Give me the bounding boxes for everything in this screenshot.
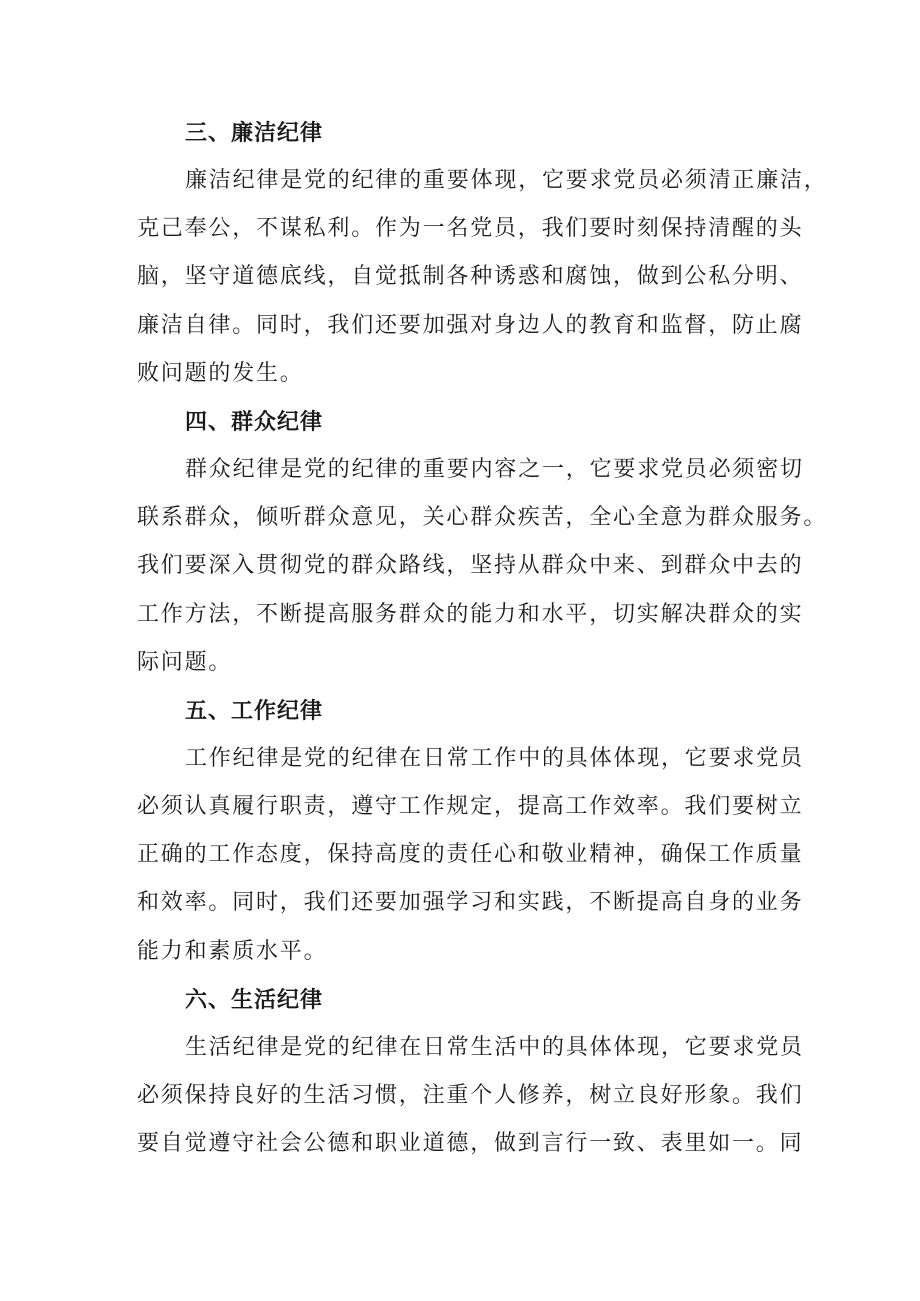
document-content	[137, 109, 828, 1168]
section-qunzhong	[137, 398, 828, 687]
paragraph-line: 工作方法，不断提高服务群众的能力和水平，切实解决群众的实	[137, 601, 804, 627]
section-shenghuo	[137, 976, 804, 1169]
paragraph-line: 工作纪律是党的纪律在日常工作中的具体体现，它要求党员	[185, 745, 804, 771]
section-lianjie	[137, 109, 828, 398]
section-heading: 四、群众纪律	[185, 408, 324, 435]
paragraph-line: 我们要深入贯彻党的群众路线，坚持从群众中来、到群众中去的	[137, 553, 804, 579]
paragraph-line: 际问题。	[137, 649, 233, 675]
paragraph-line: 脑，坚守道德底线，自觉抵制各种诱惑和腐蚀，做到公私分明、	[137, 264, 804, 290]
section-heading: 五、工作纪律	[185, 697, 324, 724]
paragraph-line: 败问题的发生。	[137, 360, 304, 386]
paragraph-line: 生活纪律是党的纪律在日常生活中的具体体现，它要求党员	[185, 1034, 804, 1060]
paragraph-line: 群众纪律是党的纪律的重要内容之一，它要求党员必须密切	[185, 456, 804, 482]
paragraph-line: 联系群众，倾听群众意见，关心群众疾苦，全心全意为群众服务。	[137, 505, 828, 531]
paragraph-line: 正确的工作态度，保持高度的责任心和敬业精神，确保工作质量	[137, 842, 804, 868]
paragraph-line: 廉洁纪律是党的纪律的重要体现，它要求党员必须清正廉洁，	[185, 168, 828, 193]
paragraph-line: 能力和素质水平。	[137, 938, 328, 964]
paragraph-line: 必须认真履行职责，遵守工作规定，提高工作效率。我们要树立	[137, 794, 804, 820]
section-body	[137, 446, 828, 687]
paragraph-line: 要自觉遵守社会公德和职业道德，做到言行一致、表里如一。同	[137, 1131, 804, 1157]
paragraph-line: 克己奉公，不谋私利。作为一名党员，我们要时刻保持清醒的头	[137, 216, 804, 242]
section-body	[137, 157, 828, 398]
section-heading: 六、生活纪律	[185, 986, 324, 1013]
section-heading: 三、廉洁纪律	[185, 120, 324, 146]
paragraph-line: 和效率。同时，我们还要加强学习和实践，不断提高自身的业务	[137, 890, 804, 916]
paragraph-line: 必须保持良好的生活习惯，注重个人修养，树立良好形象。我们	[137, 1083, 804, 1108]
paragraph-line: 廉洁自律。同时，我们还要加强对身边人的教育和监督，防止腐	[137, 312, 804, 338]
section-body	[137, 1024, 804, 1169]
section-gongzuo	[137, 687, 804, 976]
section-body	[137, 735, 804, 976]
